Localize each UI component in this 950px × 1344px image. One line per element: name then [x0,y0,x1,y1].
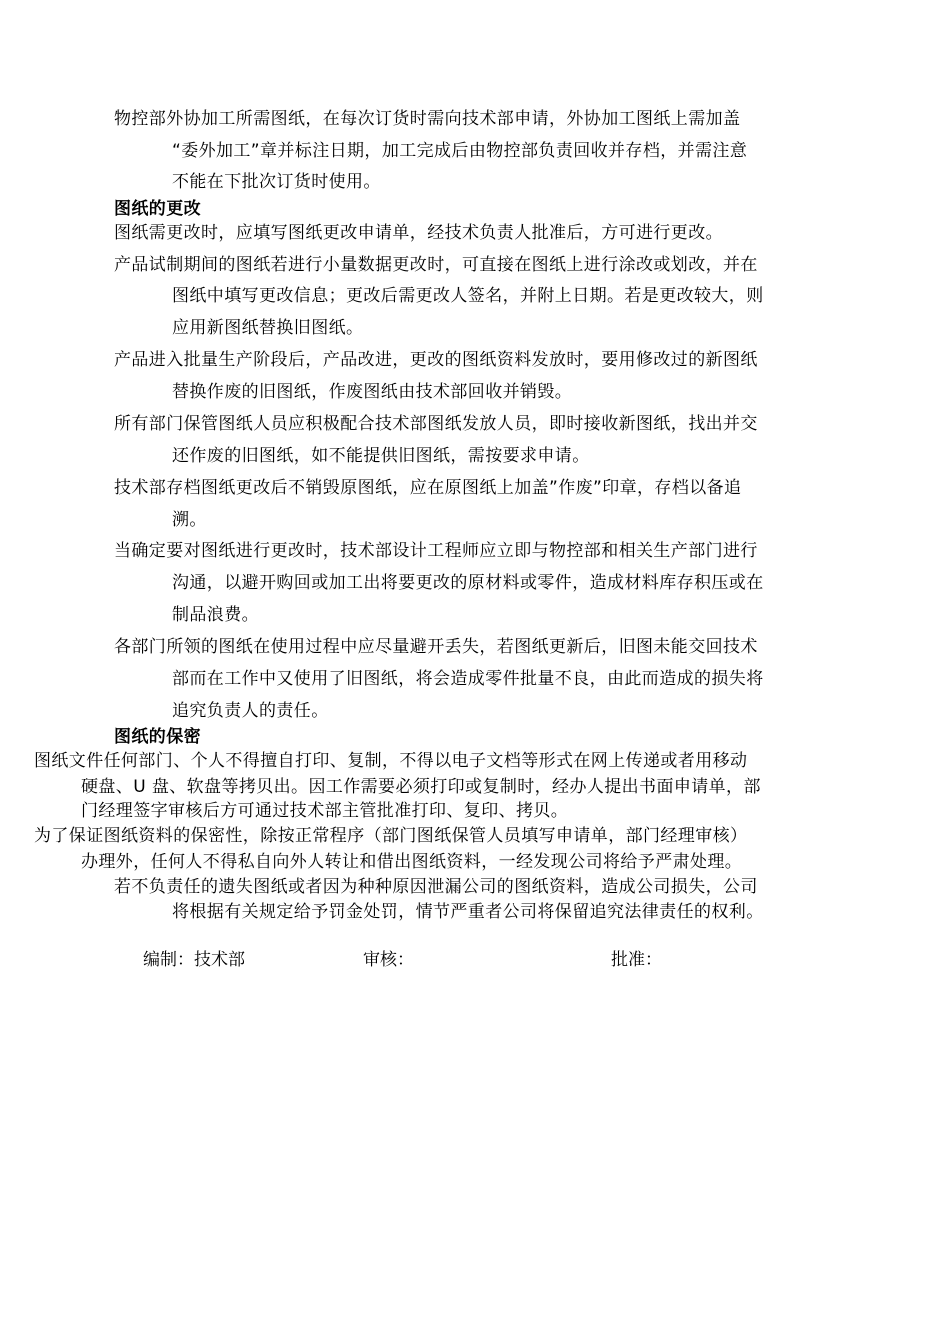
paragraph-loss-responsibility-line-3: 追究负责人的责任。 [172,701,329,721]
paragraph-copy-restriction-line-3: 门经理签字审核后方可通过技术部主管批准打印、复印、拷贝。 [81,801,569,821]
signature-approved-by: 批准： [611,950,662,970]
paragraph-trial-change-line-3: 应用新图纸替换旧图纸。 [172,318,364,338]
signature-prepared-by: 编制：技术部 [143,950,245,970]
paragraph-communication-line-2: 沟通，以避开购回或加工出将要更改的原材料或零件，造成材料库存积压或在 [172,573,764,593]
paragraph-department-cooperation-line-1: 所有部门保管图纸人员应积极配合技术部图纸发放人员，即时接收新图纸，找出并交 [114,414,758,434]
signature-reviewed-by: 审核： [363,950,414,970]
paragraph-outsourcing-line-1: 物控部外协加工所需图纸，在每次订货时需向技术部申请，外协加工图纸上需加盖 [114,109,741,129]
paragraph-penalty-line-1: 若不负责任的遗失图纸或者因为种种原因泄漏公司的图纸资料，造成公司损失，公司 [114,877,758,897]
paragraph-loss-responsibility-line-1: 各部门所领的图纸在使用过程中应尽量避开丢失，若图纸更新后，旧图未能交回技术 [114,637,758,657]
paragraph-outsourcing-line-2: “委外加工”章并标注日期，加工完成后由物控部负责回收并存档，并需注意 [172,141,748,161]
paragraph-communication-line-1: 当确定要对图纸进行更改时，技术部设计工程师应立即与物控部和相关生产部门进行 [114,541,758,561]
paragraph-copy-restriction-line-2: 硬盘、U 盘、软盘等拷贝出。因工作需要必须打印或复制时，经办人提出书面申请单，部 [81,777,761,797]
paragraph-loss-responsibility-line-2: 部而在工作中又使用了旧图纸，将会造成零件批量不良，由此而造成的损失将 [172,669,764,689]
paragraph-archive-stamp-line-2: 溯。 [172,510,207,530]
paragraph-confidentiality-procedure-line-2: 办理外，任何人不得私自向外人转让和借出图纸资料，一经发现公司将给予严肃处理。 [81,852,743,872]
paragraph-change-request: 图纸需更改时，应填写图纸更改申请单，经技术负责人批准后，方可进行更改。 [114,223,723,243]
paragraph-trial-change-line-2: 图纸中填写更改信息；更改后需更改人签名，并附上日期。若是更改较大，则 [172,286,764,306]
heading-drawing-confidentiality: 图纸的保密 [114,727,201,747]
paragraph-mass-production-line-1: 产品进入批量生产阶段后，产品改进，更改的图纸资料发放时，要用修改过的新图纸 [114,350,758,370]
paragraph-communication-line-3: 制品浪费。 [172,605,259,625]
paragraph-outsourcing-line-3: 不能在下批次订货时使用。 [172,172,381,192]
paragraph-copy-restriction-line-1: 图纸文件任何部门、个人不得擅自打印、复制，不得以电子文档等形式在网上传递或者用移动 [34,751,748,771]
paragraph-trial-change-line-1: 产品试制期间的图纸若进行小量数据更改时，可直接在图纸上进行涂改或划改，并在 [114,255,758,275]
paragraph-department-cooperation-line-2: 还作废的旧图纸，如不能提供旧图纸，需按要求申请。 [172,446,590,466]
paragraph-mass-production-line-2: 替换作废的旧图纸，作废图纸由技术部回收并销毁。 [172,382,573,402]
heading-drawing-change: 图纸的更改 [114,199,201,219]
paragraph-archive-stamp-line-1: 技术部存档图纸更改后不销毁原图纸，应在原图纸上加盖”作废”印章，存档以备追 [114,478,742,498]
paragraph-confidentiality-procedure-line-1: 为了保证图纸资料的保密性，除按正常程序（部门图纸保管人员填写申请单，部门经理审核） [34,826,748,846]
paragraph-penalty-line-2: 将根据有关规定给予罚金处罚，情节严重者公司将保留追究法律责任的权利。 [172,902,764,922]
